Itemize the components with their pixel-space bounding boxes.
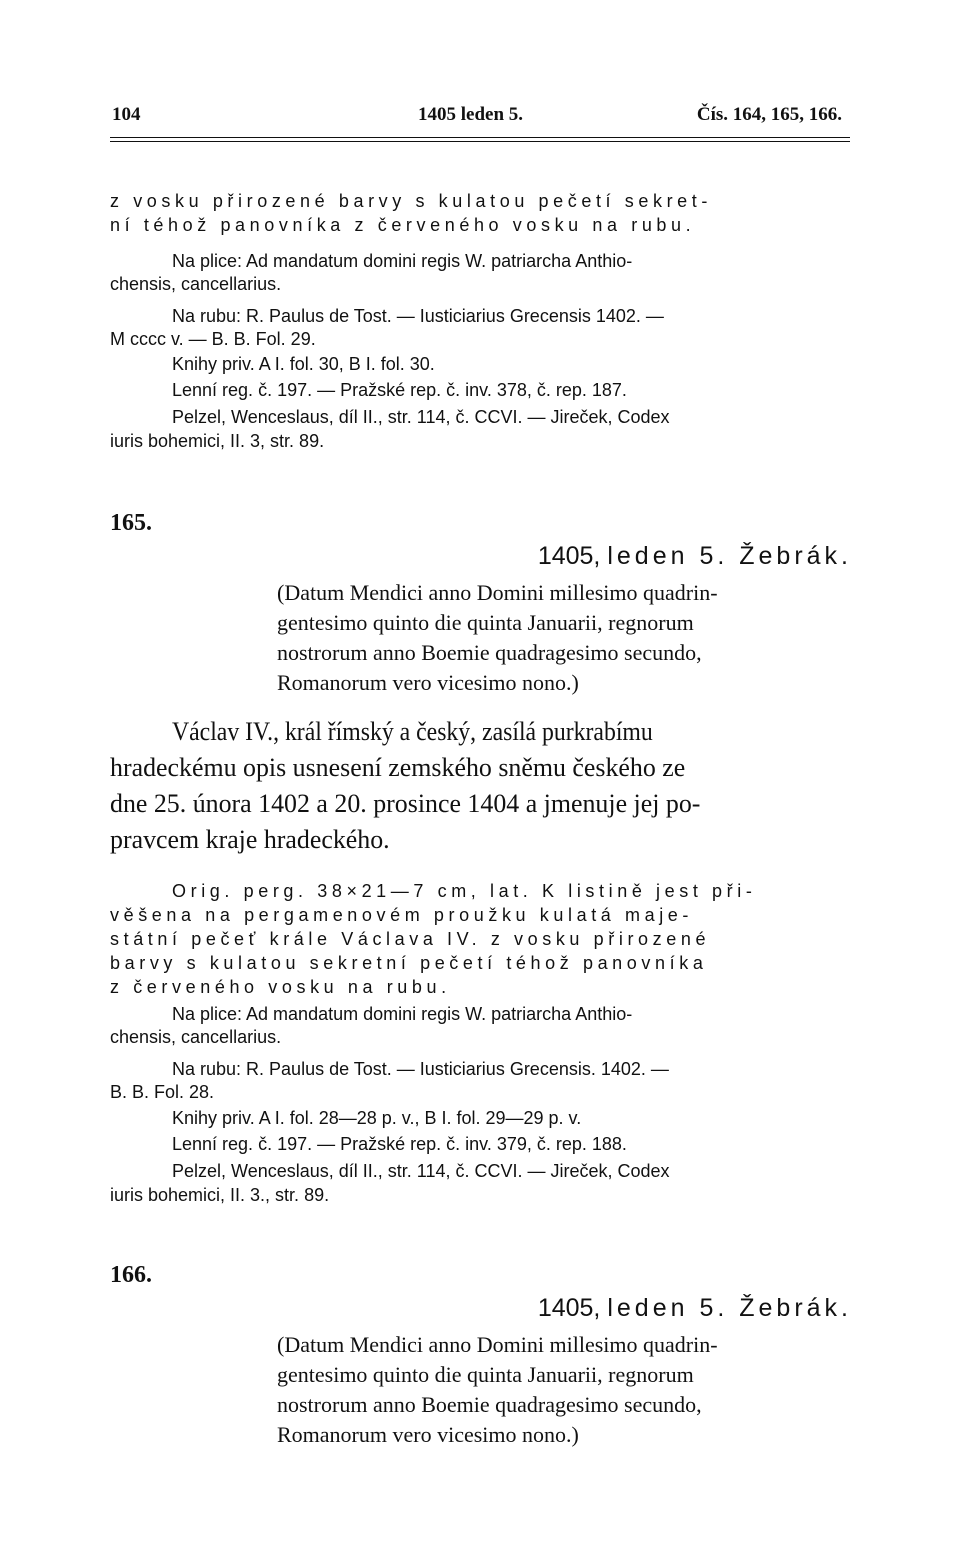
text-line: Na rubu: R. Paulus de Tost. — Iusticiarius Grecensis 1402. — [172, 306, 664, 326]
header-date: 1405 leden 5. [418, 104, 524, 125]
dateline-year: 1405, [537, 542, 601, 570]
datum-line: (Datum Mendici anno Domini millesimo quadrin- [277, 580, 718, 605]
regest-line: pravcem kraje hradeckého. [110, 825, 390, 854]
text-line: ní téhož panovníka z červeného vosku na rubu. [110, 215, 696, 235]
page-number: 104 [112, 104, 141, 125]
datum-line: gentesimo quinto die quinta Januarii, regnorum [277, 1362, 694, 1387]
entry-number: 166. [110, 1262, 152, 1288]
text-line: chensis, cancellarius. [110, 274, 282, 294]
text-line: věšena na pergamenovém proužku kulatá maje- [110, 905, 694, 925]
text-line: z vosku přirozené barvy s kulatou pečetí sekret- [110, 191, 712, 211]
header-numbers: Čís. 164, 165, 166. [696, 104, 842, 125]
text-line: Lenní reg. č. 197. — Pražské rep. č. inv. 378, č. rep. 187. [172, 380, 627, 400]
regest-line: dne 25. února 1402 a 20. prosince 1404 a jmenuje jej po- [110, 789, 701, 818]
datum-line: nostrorum anno Boemie quadragesimo secundo, [277, 1392, 702, 1417]
text-line: z červeného vosku na rubu. [110, 977, 451, 997]
text-line: Orig. perg. 38×21—7 cm, lat. K listině jest při- [172, 881, 757, 901]
text-line: B. B. Fol. 28. [110, 1082, 215, 1102]
text-line: Pelzel, Wenceslaus, díl II., str. 114, č. CCVI. — Jireček, Codex [172, 1161, 670, 1181]
text-line: Pelzel, Wenceslaus, díl II., str. 114, č. CCVI. — Jireček, Codex [172, 407, 670, 427]
page-header [110, 100, 850, 130]
datum-line: (Datum Mendici anno Domini millesimo quadrin- [277, 1332, 718, 1357]
datum-line: Romanorum vero vicesimo nono.) [277, 1422, 579, 1447]
text-line: Na plice: Ad mandatum domini regis W. patriarcha Anthio- [172, 1004, 633, 1024]
dateline-place: leden 5. Žebrák. [607, 542, 852, 570]
entry-dateline [538, 542, 852, 571]
entry-dateline [538, 1294, 852, 1323]
text-line: Na rubu: R. Paulus de Tost. — Iusticiarius Grecensis. 1402. — [172, 1059, 669, 1079]
text-line: Knihy priv. A I. fol. 28—28 p. v., B I. fol. 29—29 p. v. [172, 1108, 582, 1128]
text-line: Na plice: Ad mandatum domini regis W. patriarcha Anthio- [172, 251, 633, 271]
datum-line: gentesimo quinto die quinta Januarii, regnorum [277, 610, 694, 635]
datum-line: Romanorum vero vicesimo nono.) [277, 670, 579, 695]
text-line: chensis, cancellarius. [110, 1027, 282, 1047]
text-line: M cccc v. — B. B. Fol. 29. [110, 329, 316, 349]
header-rule-double [110, 141, 850, 142]
dateline-year: 1405, [537, 1294, 601, 1322]
regest-line: Václav IV., král římský a český, zasílá purkrabímu [172, 717, 653, 746]
dateline-place: leden 5. Žebrák. [607, 1294, 852, 1322]
text-line: Knihy priv. A I. fol. 30, B I. fol. 30. [172, 354, 435, 374]
text-line: státní pečeť krále Václava IV. z vosku přirozené [110, 929, 711, 949]
entry-number: 165. [110, 510, 152, 536]
regest-line: hradeckému opis usnesení zemského sněmu českého ze [110, 753, 686, 782]
datum-line: nostrorum anno Boemie quadragesimo secundo, [277, 640, 702, 665]
text-line: iuris bohemici, II. 3, str. 89. [110, 431, 325, 451]
text-line: iuris bohemici, II. 3., str. 89. [110, 1185, 330, 1205]
text-line: barvy s kulatou sekretní pečetí téhož panovníka [110, 953, 708, 973]
text-line: Lenní reg. č. 197. — Pražské rep. č. inv. 379, č. rep. 188. [172, 1134, 627, 1154]
header-rule [110, 137, 850, 138]
